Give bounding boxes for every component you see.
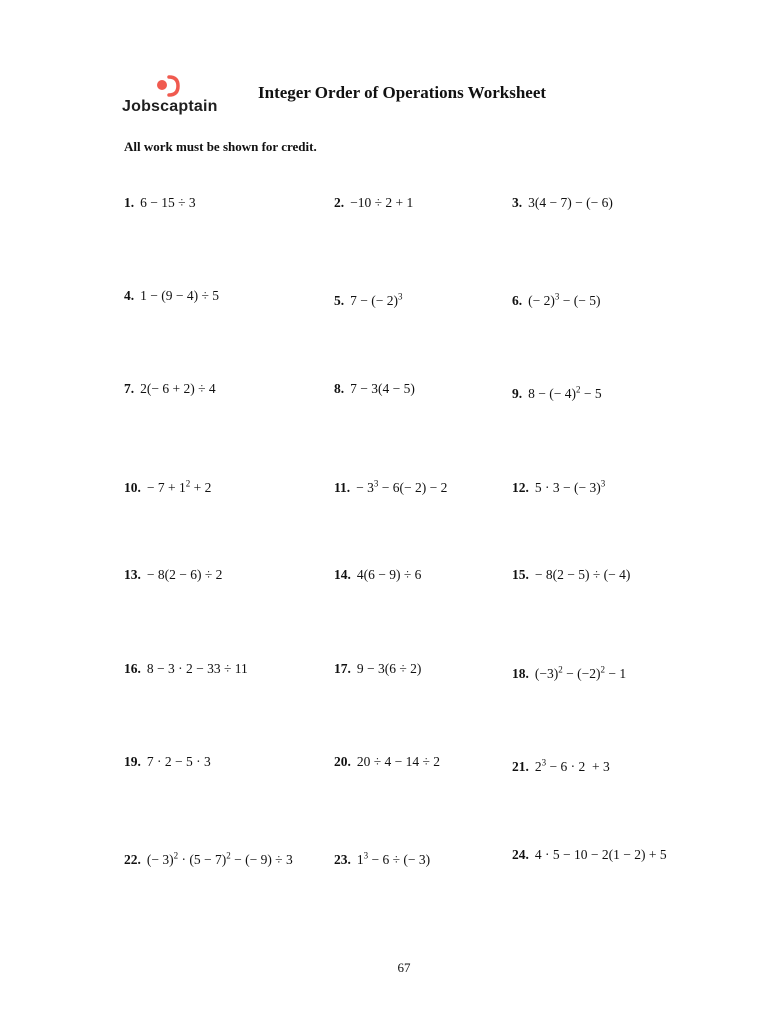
problem-expression: 5 · 3 − (− 3)$^3$ bbox=[534, 478, 606, 495]
problem-number: 8. bbox=[334, 381, 345, 396]
problem-expression: 8 − 3 · 2 − 33 ÷ 11 bbox=[146, 661, 248, 676]
problem-expression: $2^3 - 6 \cdot 2 + 3$ bbox=[534, 757, 610, 774]
problem-expression: − 8(2 − 6) ÷ 2 bbox=[146, 567, 223, 582]
page-number: 67 bbox=[397, 960, 411, 975]
problem-number: 5. bbox=[334, 292, 345, 308]
worksheet-title: Integer Order of Operations Worksheet bbox=[258, 83, 547, 102]
problem-number: 6. bbox=[512, 292, 523, 308]
problem-6 bbox=[512, 285, 600, 307]
problem-13 bbox=[124, 564, 222, 586]
problem-expression: 20 ÷ 4 − 14 ÷ 2 bbox=[356, 754, 441, 769]
problem-22 bbox=[124, 844, 293, 866]
problem-expression: 7 − (− 2)$^3$ bbox=[350, 291, 403, 308]
problem-10 bbox=[124, 472, 211, 494]
problem-number: 7. bbox=[124, 381, 135, 396]
problem-number: 12. bbox=[512, 479, 529, 495]
problem-expression: − 8(2 − 5) ÷ (− 4) bbox=[534, 567, 631, 582]
jobscaptain-logo bbox=[122, 74, 252, 120]
problem-number: 19. bbox=[124, 754, 141, 769]
problem-3 bbox=[512, 192, 613, 214]
logo-text: Jobscaptain bbox=[122, 98, 218, 115]
problem-expression: $1^3 - 6$ ÷ (− 3) bbox=[356, 850, 431, 867]
problem-number: 23. bbox=[334, 851, 351, 867]
problem-number: 14. bbox=[334, 567, 351, 582]
problem-17 bbox=[334, 658, 421, 680]
problem-expression: − $3^3 - 6(- 2) - 2$ bbox=[356, 478, 448, 495]
problem-number: 1. bbox=[124, 195, 135, 210]
problem-21 bbox=[512, 751, 610, 773]
problem-1 bbox=[124, 192, 196, 214]
problem-23 bbox=[334, 844, 430, 866]
problem-number: 13. bbox=[124, 567, 141, 582]
problem-expression: 1 − (9 − 4) ÷ 5 bbox=[140, 288, 220, 303]
problem-number: 11. bbox=[334, 479, 351, 495]
problem-expression: 4(6 − 9) ÷ 6 bbox=[356, 567, 422, 582]
problem-4 bbox=[124, 285, 219, 307]
problem-number: 22. bbox=[124, 851, 141, 867]
problem-number: 24. bbox=[512, 847, 529, 862]
problem-expression: − $7 + 1^2 + 2$ bbox=[146, 478, 212, 495]
problem-11 bbox=[334, 472, 447, 494]
problem-16 bbox=[124, 658, 248, 680]
problem-expression: 4 · 5 − 10 − 2(1 − 2) + 5 bbox=[534, 847, 667, 862]
problem-number: 9. bbox=[512, 385, 523, 401]
problem-24 bbox=[512, 844, 667, 866]
problem-expression: 7 − 3(4 − 5) bbox=[350, 381, 415, 396]
problem-15 bbox=[512, 564, 630, 586]
problem-12 bbox=[512, 472, 605, 494]
problem-expression: 6 − 15 ÷ 3 bbox=[140, 195, 196, 210]
problem-number: 21. bbox=[512, 758, 529, 774]
problem-number: 2. bbox=[334, 195, 345, 210]
problem-number: 4. bbox=[124, 288, 135, 303]
problem-expression: (− 2)$^3$ − (− 5) bbox=[528, 291, 601, 308]
instructions: All work must be shown for credit. bbox=[124, 139, 317, 154]
problem-number: 18. bbox=[512, 665, 529, 681]
problem-number: 10. bbox=[124, 479, 141, 495]
problem-7 bbox=[124, 378, 216, 400]
problem-number: 17. bbox=[334, 661, 351, 676]
problem-expression: 2(− 6 + 2) ÷ 4 bbox=[140, 381, 216, 396]
problem-5 bbox=[334, 285, 402, 307]
problem-9 bbox=[512, 378, 602, 400]
problem-expression: −10 ÷ 2 + 1 bbox=[350, 195, 414, 210]
problem-expression: $(-3)^2 - (-2)^2 - 1$ bbox=[534, 664, 627, 681]
logo-mark-icon bbox=[156, 74, 182, 98]
problem-18 bbox=[512, 658, 626, 680]
problem-2 bbox=[334, 192, 413, 214]
problem-20 bbox=[334, 751, 440, 773]
problem-14 bbox=[334, 564, 421, 586]
problem-8 bbox=[334, 378, 415, 400]
problem-expression: 8 − (− 4)$^2$ − 5 bbox=[528, 384, 602, 401]
problem-number: 16. bbox=[124, 661, 141, 676]
problem-number: 15. bbox=[512, 567, 529, 582]
problem-expression: (− $3)^2 \cdot (5 - 7)^2$ − (− 9) ÷ 3 bbox=[146, 850, 293, 867]
problem-number: 3. bbox=[512, 195, 523, 210]
problem-expression: 7 · 2 − 5 · 3 bbox=[146, 754, 211, 769]
problem-number: 20. bbox=[334, 754, 351, 769]
problem-expression: 9 − 3(6 ÷ 2) bbox=[356, 661, 422, 676]
problem-19 bbox=[124, 751, 211, 773]
problem-expression: 3(4 − 7) − (− 6) bbox=[528, 195, 613, 210]
